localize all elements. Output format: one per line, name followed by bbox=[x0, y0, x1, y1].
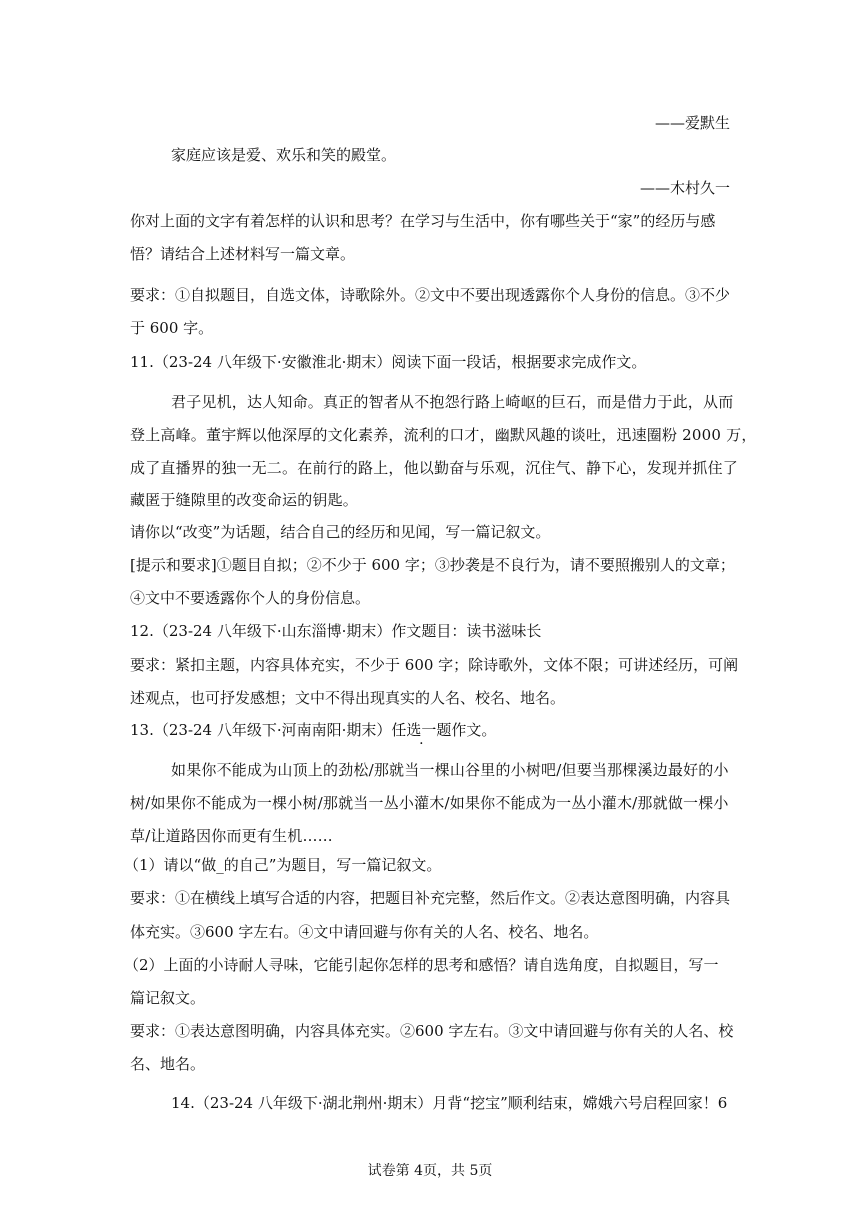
requirement-line: 要求：①表达意图明确，内容具体充实。②600 字左右。③文中请回避与你有关的人名、校 bbox=[130, 1022, 734, 1040]
passage-line: 登上高峰。董宇辉以他深厚的文化素养，流利的口才，幽默风趣的谈吐，迅速圈粉 2000 万， bbox=[130, 426, 757, 444]
passage-line: 藏匿于缝隙里的改变命运的钥匙。 bbox=[130, 491, 359, 509]
requirement-line: 要求：紧扣主题，内容具体充实，不少于 600 字；除诗歌外，文体不限；可讲述经历，可阐 bbox=[130, 656, 739, 674]
prompt-line: 请你以“改变”为话题，结合自己的经历和见闻，写一篇记叙文。 bbox=[130, 523, 551, 541]
prompt-line: 你对上面的文字有着怎样的认识和思考？在学习与生活中，你有哪些关于“家”的经历与感 bbox=[130, 212, 716, 230]
requirement-line: ④文中不要透露你个人的身份信息。 bbox=[130, 589, 371, 607]
quote-text: 家庭应该是爱、欢乐和笑的殿堂。 bbox=[171, 146, 397, 164]
page-footer: 试卷第 4页，共 5页 bbox=[367, 1163, 493, 1179]
poem-line: 如果你不能成为山顶上的劲松/那就当一棵山谷里的小树吧/但要当那棵溪边最好的小 bbox=[171, 761, 729, 779]
requirement-line: 于 600 字。 bbox=[130, 319, 214, 337]
quote-attribution: ——爱默生 bbox=[654, 114, 730, 132]
option-heading: （1）请以“做_的自己”为题目，写一篇记叙文。 bbox=[124, 856, 442, 874]
poem-line: 树/如果你不能成为一棵小树/那就当一丛小灌木/如果你不能成为一丛小灌木/那就做一棵小 bbox=[130, 794, 729, 812]
question-heading: 11.（23-24 八年级下·安徽淮北·期末）阅读下面一段话，根据要求完成作文。 bbox=[130, 353, 647, 371]
requirement-line: 要求：①在横线上填写合适的内容，把题目补充完整，然后作文。②表达意图明确，内容具 bbox=[130, 889, 731, 907]
requirement-line: [提示和要求]①题目自拟；②不少于 600 字；③抄袭是不良行为，请不要照搬别人的文章； bbox=[130, 556, 735, 574]
poem-line: 草/让道路因你而更有生机…… bbox=[130, 827, 333, 845]
requirement-line: 要求：①自拟题目，自选文体，诗歌除外。②文中不要出现透露你个人身份的信息。③不少 bbox=[130, 286, 731, 304]
quote-attribution: ——木村久一 bbox=[639, 179, 730, 197]
requirement-line: 名、地名。 bbox=[130, 1055, 206, 1073]
prompt-line: 悟？请结合上述材料写一篇文章。 bbox=[130, 245, 356, 263]
question-heading: 13.（23-24 八年级下·河南南阳·期末）任选一题作文。 bbox=[130, 721, 497, 739]
requirement-line: 体充实。③600 字左右。④文中请回避与你有关的人名、校名、地名。 bbox=[130, 923, 599, 941]
emphasized-text: 任选一题 bbox=[391, 721, 452, 739]
passage-line: 君子见机，达人知命。真正的智者从不抱怨行路上崎岖的巨石，而是借力于此，从而 bbox=[171, 393, 734, 411]
question-heading: 14.（23-24 八年级下·湖北荆州·期末）月背“挖宝”顺利结束，嫦娥六号启程回家！6 bbox=[171, 1094, 728, 1112]
option-heading: 篇记叙文。 bbox=[130, 989, 206, 1007]
question-heading: 12.（23-24 八年级下·山东淄博·期末）作文题目：读书滋味长 bbox=[130, 622, 542, 640]
passage-line: 成了直播界的独一无二。在前行的路上，他以勤奋与乐观，沉住气、静下心，发现并抓住了 bbox=[130, 459, 739, 477]
option-heading: （2）上面的小诗耐人寻味，它能引起你怎样的思考和感悟？请自选角度，自拟题目，写一 bbox=[124, 956, 719, 974]
requirement-line: 述观点，也可抒发感想；文中不得出现真实的人名、校名、地名。 bbox=[130, 689, 566, 707]
